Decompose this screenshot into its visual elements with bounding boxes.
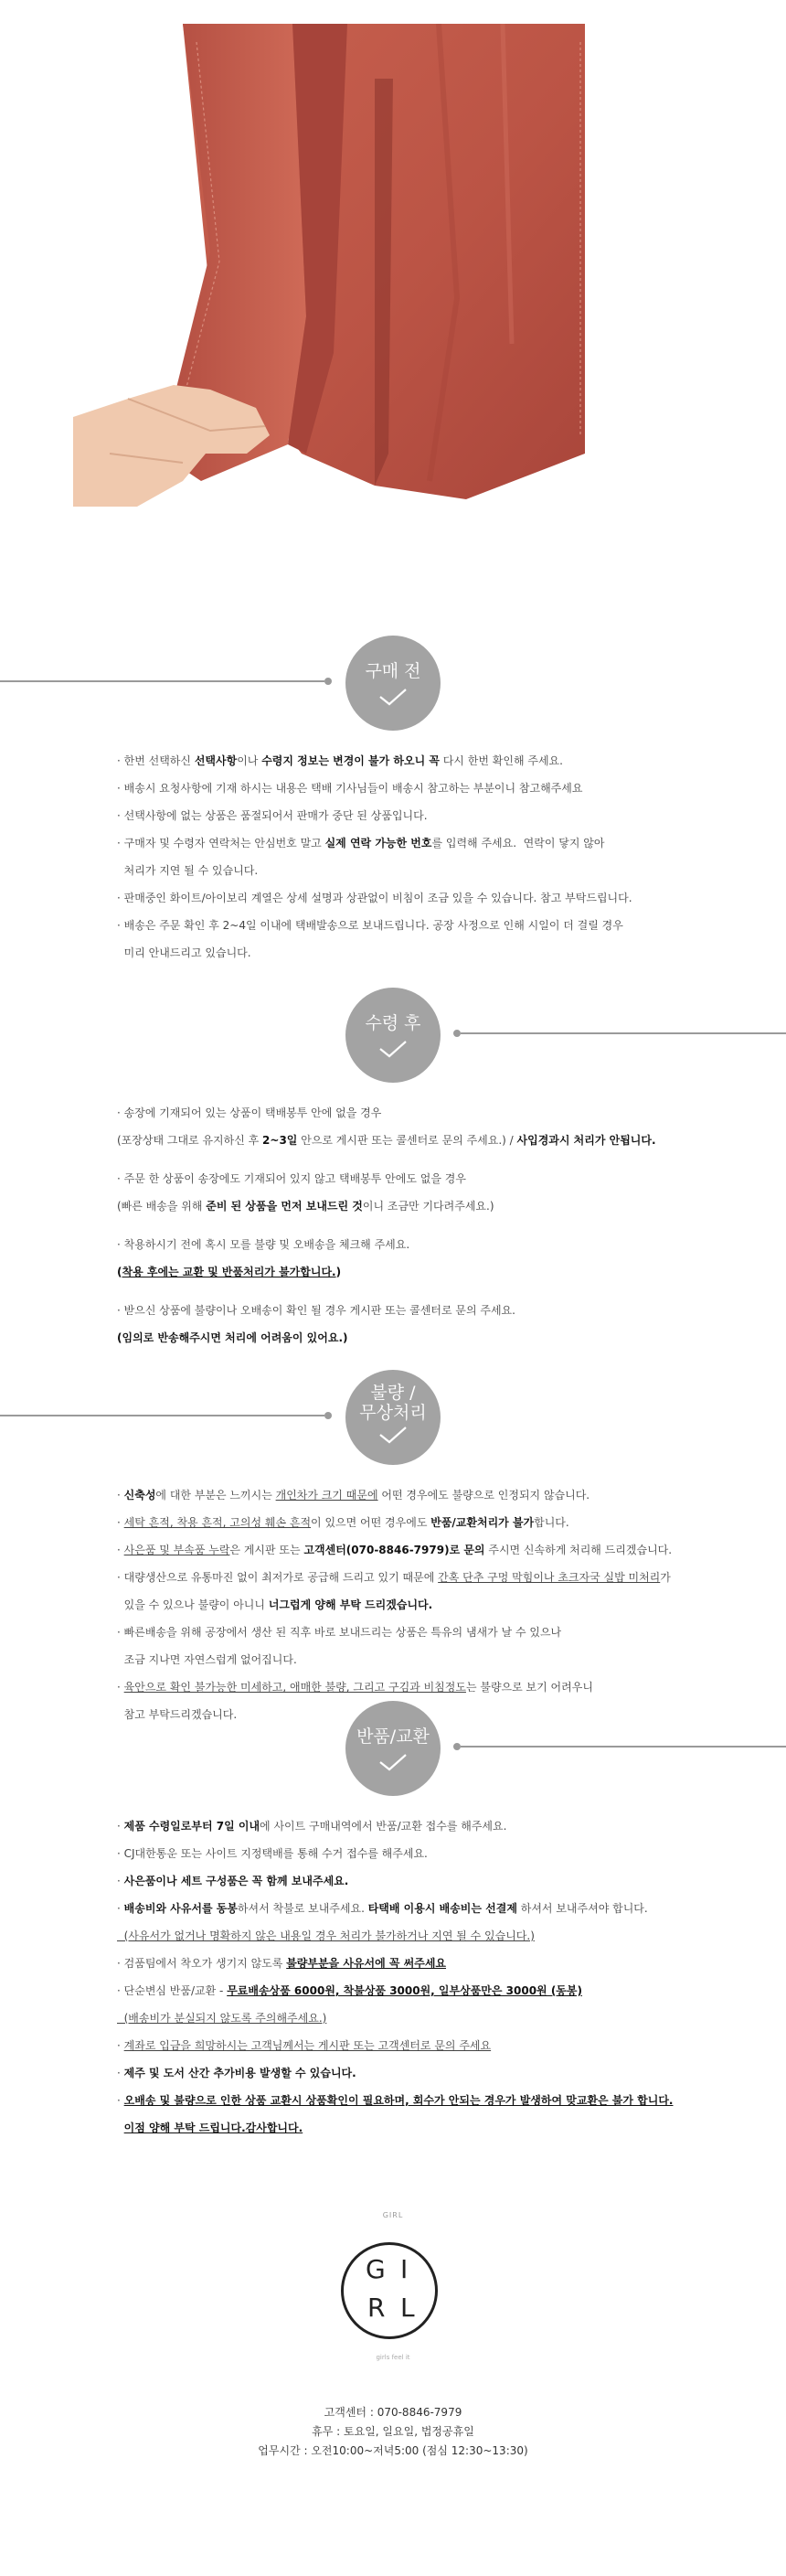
notice-text: ( xyxy=(117,1266,122,1278)
notice-text: 선택사항 xyxy=(194,754,238,767)
notice-text: 어떤 경우에도 불량으로 인정되지 않습니다. xyxy=(377,1489,590,1502)
notice-text xyxy=(117,2122,124,2134)
line-gap xyxy=(117,1154,720,1165)
brand-logo xyxy=(341,2242,438,2339)
notice-text: 수령지 정보는 변경이 불가 하오니 꼭 xyxy=(261,754,440,767)
footer-phone: 고객센터 : 070-8846-7979 xyxy=(324,2406,462,2419)
section-title: 반품/교환 xyxy=(356,1726,430,1747)
notice-line xyxy=(117,1536,720,1564)
notice-line xyxy=(117,1509,720,1536)
notice-line xyxy=(117,1867,720,1895)
notice-text: · 선택사항에 없는 상품은 품절되어서 판매가 중단 된 상품입니다. xyxy=(117,809,428,822)
section-after-receipt-text xyxy=(117,1099,720,1352)
divider-line xyxy=(461,1746,786,1748)
notice-line xyxy=(117,1192,720,1220)
section-before-purchase-text xyxy=(117,747,720,967)
logo-letter: G xyxy=(366,2254,386,2284)
notice-text: 안으로 게시판 또는 콜센터로 문의 주세요.) / xyxy=(297,1134,517,1147)
notice-line xyxy=(117,1619,720,1646)
section-return-text xyxy=(117,1812,720,2142)
line-gap xyxy=(117,1220,720,1231)
notice-text: 배송비와 사유서를 동봉 xyxy=(123,1902,238,1915)
notice-text: · xyxy=(117,1681,124,1694)
notice-text: · 대량생산으로 유통마진 없이 최저가로 공급해 드리고 있기 때문에 xyxy=(117,1571,439,1584)
notice-text: 미리 안내드리고 있습니다. xyxy=(117,946,251,959)
section-badge xyxy=(345,1370,441,1465)
notice-text: 실제 연락 가능한 번호 xyxy=(324,837,432,850)
section-defect-text xyxy=(117,1481,720,1728)
notice-text: · xyxy=(117,1516,124,1529)
notice-line xyxy=(117,1895,720,1922)
notice-text: · xyxy=(117,2094,124,2107)
notice-line xyxy=(117,2059,720,2087)
notice-text: 제품 수령일로부터 7일 이내 xyxy=(123,1820,260,1833)
notice-line xyxy=(117,884,720,912)
section-title: 구매 전 xyxy=(365,661,421,681)
notice-text: 오배송 및 불량으로 인한 상품 교환시 상품확인이 필요하며, 회수가 안되는 경우가 발생하여 맞교환은 불가 합니다. xyxy=(123,2094,674,2107)
notice-text: 타택배 이용시 배송비는 선결제 xyxy=(367,1902,517,1915)
notice-text: 반품/교환처리가 불가 xyxy=(430,1516,535,1529)
product-photo xyxy=(73,24,585,507)
section-before-purchase-header xyxy=(0,631,786,732)
footer-holidays: 휴무 : 토요일, 일요일, 법정공휴일 xyxy=(312,2425,474,2438)
notice-text: 하셔서 보내주셔야 합니다. xyxy=(516,1902,648,1915)
notice-text: 이 있으면 어떤 경우에도 xyxy=(311,1516,431,1529)
notice-text: · 빠른배송을 위해 공장에서 생산 된 직후 바로 보내드리는 상품은 특유의 냄새가 날 수 있으나 xyxy=(117,1626,562,1639)
notice-text: 개인차가 크기 때문에 xyxy=(275,1489,378,1502)
notice-text: 합니다. xyxy=(534,1516,569,1529)
notice-text: · xyxy=(117,1875,124,1887)
check-icon xyxy=(377,1425,409,1445)
notice-line xyxy=(117,1950,720,1977)
notice-text: 육안으로 확인 불가능한 미세하고, 애매한 불량, 그리고 구김과 비침정도 xyxy=(123,1681,466,1694)
notice-text: (빠른 배송을 위해 xyxy=(117,1200,207,1213)
notice-line xyxy=(117,1165,720,1192)
notice-text: · 송장에 기재되어 있는 상품이 택배봉투 안에 없을 경우 xyxy=(117,1106,382,1119)
notice-line xyxy=(117,1231,720,1258)
check-icon xyxy=(377,1039,409,1059)
notice-line xyxy=(117,857,720,884)
notice-line xyxy=(117,2114,720,2142)
section-title: 수령 후 xyxy=(365,1013,421,1033)
notice-line xyxy=(117,2032,720,2059)
notice-text: 조금 지나면 자연스럽게 없어집니다. xyxy=(117,1653,297,1666)
notice-text: 제주 및 도서 산간 추가비용 발생할 수 있습니다. xyxy=(123,2067,356,2079)
notice-line xyxy=(117,939,720,967)
section-return-header xyxy=(0,1696,786,1797)
notice-text: 가 xyxy=(660,1571,671,1584)
customer-center-info xyxy=(0,2403,786,2461)
notice-line xyxy=(117,775,720,802)
notice-text: 이나 xyxy=(237,754,262,767)
notice-text: 간혹 단추 구멍 막힘이나 초크자국 실밥 미처리 xyxy=(438,1571,661,1584)
notice-line xyxy=(117,829,720,857)
notice-line xyxy=(117,912,720,939)
notice-text: 참고 부탁드리겠습니다. xyxy=(117,1708,238,1721)
logo-small-text: GIRL xyxy=(382,2211,404,2219)
notice-text: 이점 양해 부탁 드립니다.감사합니다. xyxy=(123,2122,303,2134)
notice-text: · 배송시 요청사항에 기재 하시는 내용은 택배 기사님들이 배송시 참고하는 부분이니 참고해주세요 xyxy=(117,782,583,795)
notice-text: 이니 조금만 기다려주세요.) xyxy=(362,1200,494,1213)
notice-line xyxy=(117,1258,720,1286)
notice-text: 착용 후에는 교환 및 반품처리가 불가합니다. xyxy=(122,1266,336,1278)
notice-text: 있을 수 있으나 불량이 아니니 xyxy=(117,1598,269,1611)
notice-text: 세탁 흔적, 착용 흔적, 고의성 훼손 흔적 xyxy=(123,1516,312,1529)
notice-text: 불량부분을 사유서에 꼭 써주세요 xyxy=(286,1957,447,1970)
notice-text: · 검품팀에서 착오가 생기지 않도록 xyxy=(117,1957,287,1970)
divider-dot xyxy=(324,678,332,685)
notice-text: 를 입력해 주세요. 연락이 닿지 않아 xyxy=(431,837,605,850)
notice-line xyxy=(117,1922,720,1950)
notice-text: 너그럽게 양해 부탁 드리겠습니다. xyxy=(268,1598,433,1611)
notice-text: · 배송은 주문 확인 후 2~4일 이내에 택배발송으로 보내드립니다. 공장 사정으로 인해 시일이 더 걸릴 경우 xyxy=(117,919,623,932)
divider-dot xyxy=(324,1412,332,1419)
notice-text: 준비 된 상품을 먼저 보내드린 것 xyxy=(206,1200,363,1213)
footer-hours: 업무시간 : 오전10:00~저녁5:00 (점심 12:30~13:30) xyxy=(258,2444,528,2457)
notice-line xyxy=(117,2004,720,2032)
notice-text: 계좌로 입금을 희망하시는 고객님께서는 게시판 또는 고객센터로 문의 주세요 xyxy=(123,2039,492,2052)
section-defect-header xyxy=(0,1365,786,1466)
notice-line xyxy=(117,1099,720,1127)
notice-text: · 착용하시기 전에 혹시 모를 불량 및 오배송을 체크해 주세요. xyxy=(117,1238,410,1251)
notice-text: 무료배송상품 6000원, 착불상품 3000원, 일부상품만은 3000원 (동봉) xyxy=(227,1984,582,1997)
notice-text: · xyxy=(117,2039,124,2052)
notice-text: · 한번 선택하신 xyxy=(117,754,195,767)
notice-text: · xyxy=(117,2067,124,2079)
divider-line xyxy=(0,1415,324,1416)
notice-line xyxy=(117,1840,720,1867)
notice-text: · 받으신 상품에 불량이나 오배송이 확인 될 경우 게시판 또는 콜센터로 문의 주세요. xyxy=(117,1304,515,1317)
notice-text: · 주문 한 상품이 송장에도 기재되어 있지 않고 택배봉투 안에도 없을 경우 xyxy=(117,1172,466,1185)
notice-line xyxy=(117,1977,720,2004)
notice-line xyxy=(117,802,720,829)
notice-line xyxy=(117,1127,720,1154)
notice-line xyxy=(117,1481,720,1509)
logo-letter: I xyxy=(400,2254,409,2284)
logo-letter: L xyxy=(400,2293,415,2323)
notice-line xyxy=(117,1591,720,1619)
notice-text: (임의로 반송해주시면 처리에 어려움이 있어요.) xyxy=(117,1331,348,1344)
section-title: 불량 / 무상처리 xyxy=(359,1383,427,1423)
divider-line xyxy=(461,1032,786,1034)
notice-text: 하셔서 착불로 보내주세요. xyxy=(237,1902,368,1915)
notice-text: (사유서가 없거나 명확하지 않은 내용일 경우 처리가 불가하거나 지연 될 수 있습니다.) xyxy=(117,1929,535,1942)
notice-text: 에 대한 부분은 느끼시는 xyxy=(155,1489,276,1502)
notice-line xyxy=(117,1812,720,1840)
notice-line xyxy=(117,747,720,775)
notice-line xyxy=(117,1646,720,1673)
notice-text: 신축성 xyxy=(123,1489,156,1502)
notice-text: · xyxy=(117,1902,124,1915)
notice-text: · 구매자 및 수령자 연락처는 안심번호 말고 xyxy=(117,837,325,850)
notice-text: 주시면 신속하게 처리해 드리겠습니다. xyxy=(484,1544,673,1556)
section-badge xyxy=(345,636,441,731)
notice-line xyxy=(117,1297,720,1324)
notice-text: · xyxy=(117,1544,124,1556)
notice-text: 다시 한번 확인해 주세요. xyxy=(439,754,563,767)
divider-dot xyxy=(453,1030,461,1037)
notice-line xyxy=(117,1324,720,1352)
notice-line xyxy=(117,1564,720,1591)
section-badge xyxy=(345,1701,441,1796)
notice-text: 은 게시판 또는 xyxy=(229,1544,304,1556)
check-icon xyxy=(377,1752,409,1772)
notice-text: · CJ대한통운 또는 사이트 지정택배를 통해 수거 접수를 해주세요. xyxy=(117,1847,428,1860)
notice-text: 사은품 및 부속품 누락 xyxy=(123,1544,230,1556)
notice-text: · 단순변심 반품/교환 - xyxy=(117,1984,228,1997)
notice-text: 는 불량으로 보기 어려우니 xyxy=(465,1681,593,1694)
notice-text: · xyxy=(117,1820,124,1833)
line-gap xyxy=(117,1286,720,1297)
logo-letter: R xyxy=(367,2293,386,2323)
check-icon xyxy=(377,687,409,707)
notice-text: (포장상태 그대로 유지하신 후 xyxy=(117,1134,263,1147)
logo-tagline: girls feel it xyxy=(376,2354,410,2361)
notice-text: ) xyxy=(335,1266,342,1278)
notice-line xyxy=(117,2087,720,2114)
notice-text: 2~3일 xyxy=(262,1134,298,1147)
section-after-receipt-header xyxy=(0,983,786,1084)
section-badge xyxy=(345,988,441,1083)
notice-text: 처리가 지연 될 수 있습니다. xyxy=(117,864,259,877)
notice-text: · 판매중인 화이트/아이보리 계열은 상세 설명과 상관없이 비침이 조금 있을 수 있습니다. 참고 부탁드립니다. xyxy=(117,892,632,904)
notice-text: 사은품이나 세트 구성품은 꼭 함께 보내주세요. xyxy=(123,1875,349,1887)
notice-text: · xyxy=(117,1489,124,1502)
notice-text: 사입경과시 처리가 안됩니다. xyxy=(516,1134,656,1147)
divider-line xyxy=(0,680,324,682)
notice-text: 고객센터(070-8846-7979)로 문의 xyxy=(303,1544,485,1556)
divider-dot xyxy=(453,1743,461,1750)
notice-text: (배송비가 분실되지 않도록 주의해주세요.) xyxy=(117,2012,327,2025)
notice-text: 에 사이트 구매내역에서 반품/교환 접수를 해주세요. xyxy=(260,1820,507,1833)
